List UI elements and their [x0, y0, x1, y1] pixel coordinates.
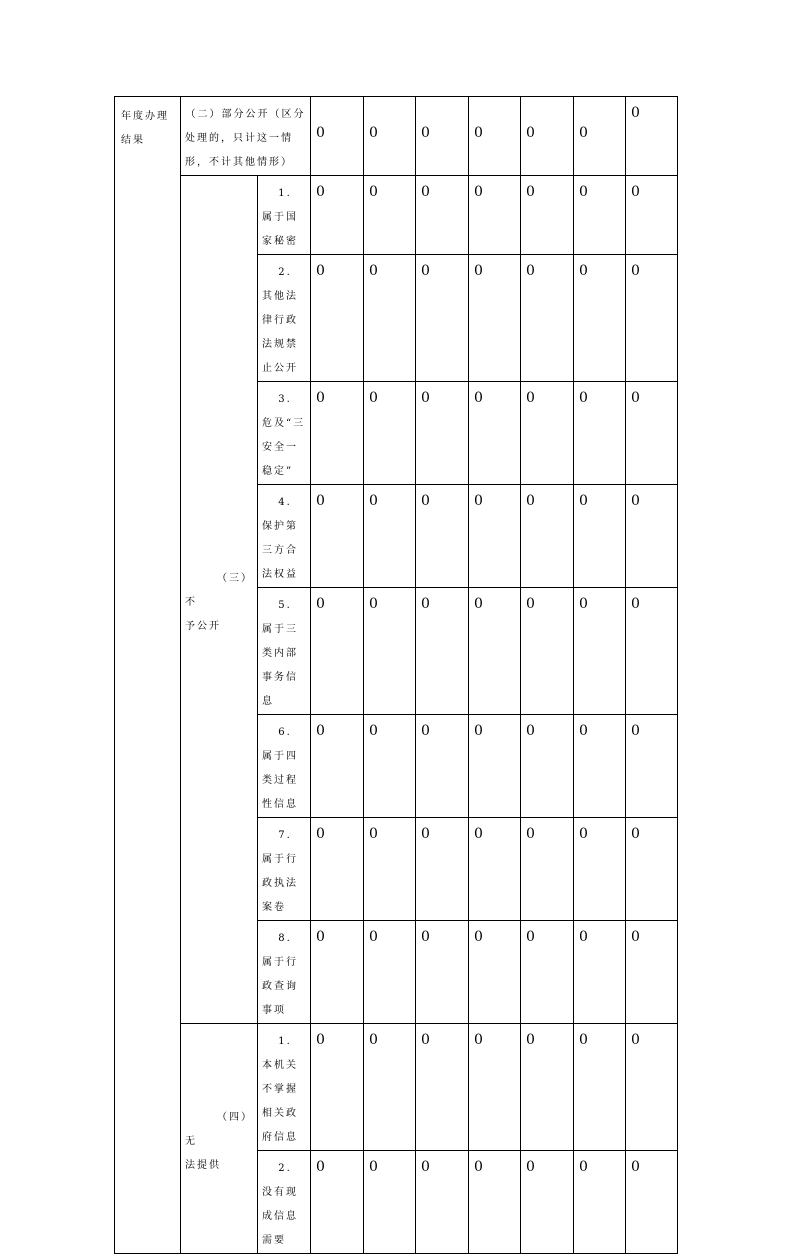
count-value: 0 — [574, 588, 626, 715]
count-value: 0 — [574, 255, 626, 382]
count-value: 0 — [521, 818, 574, 921]
count-value: 0 — [574, 382, 626, 485]
count-value: 0 — [626, 818, 678, 921]
count-value: 0 — [469, 176, 521, 255]
reason-text: 其他法律行政法规禁止公开 — [262, 291, 298, 374]
count-value: 0 — [574, 715, 626, 818]
count-value: 0 — [469, 485, 521, 588]
reason-number: 3. — [278, 394, 292, 405]
count-value: 0 — [469, 818, 521, 921]
reason-number: 2. — [278, 1163, 292, 1174]
count-value: 0 — [416, 1151, 469, 1254]
count-value: 0 — [416, 176, 469, 255]
count-value: 0 — [521, 715, 574, 818]
count-value: 0 — [521, 1024, 574, 1151]
partial-value: 0 — [416, 97, 469, 176]
count-value: 0 — [574, 818, 626, 921]
count-value: 0 — [416, 588, 469, 715]
count-value: 0 — [521, 1151, 574, 1254]
reason-label — [258, 176, 311, 255]
count-value: 0 — [364, 588, 416, 715]
count-value: 0 — [364, 382, 416, 485]
count-value: 0 — [626, 382, 678, 485]
count-value: 0 — [416, 715, 469, 818]
reason-text: 属于三类内部事务信息 — [262, 624, 298, 707]
count-value: 0 — [574, 921, 626, 1024]
unable-category-label — [181, 1024, 258, 1254]
count-value: 0 — [626, 485, 678, 588]
count-value: 0 — [311, 382, 364, 485]
reason-number: 6. — [278, 727, 292, 738]
denied-category-label-line2: 予公开 — [185, 620, 221, 632]
count-value: 0 — [416, 818, 469, 921]
unable-category-label-line1: （四）无 — [185, 1111, 253, 1147]
reason-label — [258, 485, 311, 588]
count-value: 0 — [416, 255, 469, 382]
count-value: 0 — [626, 1151, 678, 1254]
reason-text: 属于行政执法案卷 — [262, 854, 298, 913]
reason-number: 1. — [278, 188, 292, 199]
reason-number: 4. — [278, 497, 292, 508]
count-value: 0 — [521, 921, 574, 1024]
table-row-unable — [115, 1024, 678, 1151]
table-body — [115, 97, 678, 1254]
partial-value: 0 — [311, 97, 364, 176]
reason-number: 8. — [278, 933, 292, 944]
count-value: 0 — [521, 485, 574, 588]
denied-category-label — [181, 176, 258, 1024]
count-value: 0 — [416, 485, 469, 588]
reason-text: 保护第三方合法权益 — [262, 521, 298, 580]
reason-label — [258, 715, 311, 818]
count-value: 0 — [626, 715, 678, 818]
reason-text: 属于四类过程性信息 — [262, 751, 298, 810]
count-value: 0 — [311, 1024, 364, 1151]
reason-number: 7. — [278, 830, 292, 841]
reason-text: 本机关不掌握相关政府信息 — [262, 1060, 298, 1143]
count-value: 0 — [364, 715, 416, 818]
count-value: 0 — [469, 255, 521, 382]
count-value: 0 — [311, 1151, 364, 1254]
count-value: 0 — [364, 1024, 416, 1151]
partial-label-rest: 处理的，只计这一情形，不计其他情形） — [185, 133, 293, 168]
partial-value: 0 — [626, 97, 678, 176]
reason-text: 属于国家秘密 — [262, 212, 298, 247]
count-value: 0 — [469, 588, 521, 715]
reason-label — [258, 1024, 311, 1151]
count-value: 0 — [469, 1151, 521, 1254]
reason-label — [258, 255, 311, 382]
count-value: 0 — [364, 176, 416, 255]
count-value: 0 — [311, 588, 364, 715]
partial-value: 0 — [469, 97, 521, 176]
count-value: 0 — [626, 255, 678, 382]
disclosure-results-table — [114, 96, 678, 1254]
count-value: 0 — [574, 176, 626, 255]
count-value: 0 — [311, 818, 364, 921]
count-value: 0 — [364, 255, 416, 382]
count-value: 0 — [521, 255, 574, 382]
count-value: 0 — [311, 921, 364, 1024]
count-value: 0 — [574, 1024, 626, 1151]
section-label: 年度办理结果 — [115, 97, 181, 1254]
count-value: 0 — [311, 255, 364, 382]
count-value: 0 — [521, 382, 574, 485]
partial-value: 0 — [574, 97, 626, 176]
count-value: 0 — [521, 176, 574, 255]
table-row-denied — [115, 176, 678, 255]
table-row-partial — [115, 97, 678, 176]
reason-text: 没有现成信息需要 — [262, 1187, 298, 1246]
reason-text: 危及“三安全一稳定” — [262, 418, 306, 477]
count-value: 0 — [311, 485, 364, 588]
reason-label — [258, 921, 311, 1024]
partial-value: 0 — [364, 97, 416, 176]
reason-label — [258, 1151, 311, 1254]
count-value: 0 — [469, 1024, 521, 1151]
reason-number: 2. — [278, 267, 292, 278]
count-value: 0 — [364, 485, 416, 588]
denied-category-label-line1: （三）不 — [185, 572, 253, 608]
reason-number: 5. — [278, 600, 292, 611]
count-value: 0 — [311, 176, 364, 255]
count-value: 0 — [521, 588, 574, 715]
count-value: 0 — [626, 588, 678, 715]
reason-number: 1. — [278, 1036, 292, 1047]
partial-label — [181, 97, 311, 176]
count-value: 0 — [311, 715, 364, 818]
unable-category-label-line2: 法提供 — [185, 1159, 221, 1171]
count-value: 0 — [416, 921, 469, 1024]
count-value: 0 — [626, 176, 678, 255]
count-value: 0 — [574, 485, 626, 588]
reason-label — [258, 588, 311, 715]
count-value: 0 — [469, 715, 521, 818]
partial-label-line1: （二）部分公开（区分 — [185, 109, 306, 120]
count-value: 0 — [364, 818, 416, 921]
count-value: 0 — [574, 1151, 626, 1254]
count-value: 0 — [416, 382, 469, 485]
count-value: 0 — [364, 921, 416, 1024]
partial-value: 0 — [521, 97, 574, 176]
count-value: 0 — [626, 1024, 678, 1151]
reason-text: 属于行政查询事项 — [262, 957, 298, 1016]
count-value: 0 — [416, 1024, 469, 1151]
count-value: 0 — [469, 921, 521, 1024]
count-value: 0 — [469, 382, 521, 485]
count-value: 0 — [626, 921, 678, 1024]
count-value: 0 — [364, 1151, 416, 1254]
reason-label — [258, 818, 311, 921]
reason-label — [258, 382, 311, 485]
